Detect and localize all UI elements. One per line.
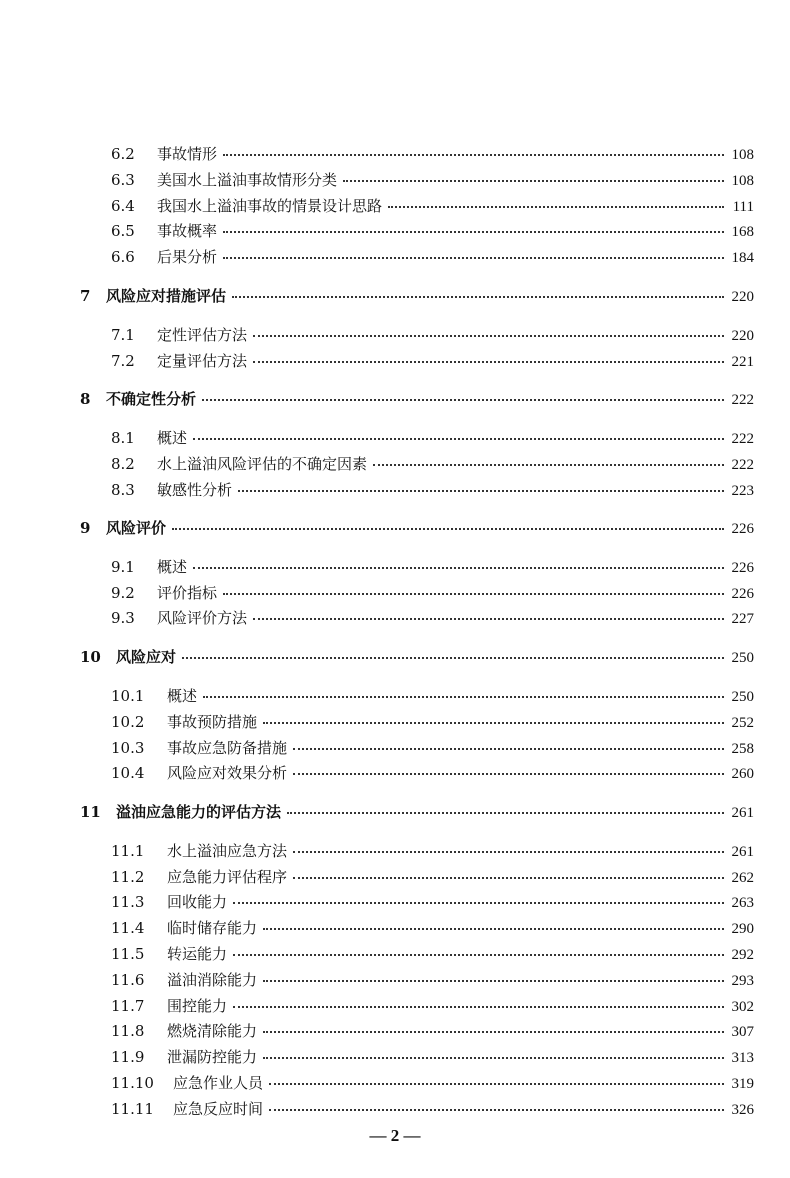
dot-leader: [223, 230, 724, 233]
dot-leader: [202, 398, 724, 401]
section-title: 水上溢油风险评估的不确定因素: [157, 455, 368, 473]
section-number: 8.2: [111, 455, 135, 473]
section-number: 10.1: [111, 687, 145, 705]
dot-leader: [172, 527, 724, 530]
page-number: 226: [731, 560, 754, 576]
section-title: 水上溢油应急方法: [167, 842, 288, 860]
toc-entry-11-8[interactable]: [111, 1019, 754, 1043]
section-title: 我国水上溢油事故的情景设计思路: [157, 197, 383, 215]
toc-entry-10-2[interactable]: [111, 710, 754, 734]
chapter-number: 11: [80, 803, 101, 821]
toc-entry-10-4[interactable]: [111, 761, 754, 785]
section-title: 概述: [157, 558, 188, 576]
section-number: 11.4: [111, 919, 145, 937]
toc-entry-7-2[interactable]: [111, 349, 754, 373]
toc-entry-8-1[interactable]: [111, 426, 754, 450]
toc-entry-6-2[interactable]: [111, 142, 754, 166]
chapter-number: 7: [80, 287, 91, 305]
dot-leader: [223, 256, 724, 259]
section-number: 10.2: [111, 713, 145, 731]
section-title: 溢油消除能力: [167, 971, 258, 989]
section-title: 事故情形: [157, 145, 218, 163]
page-number: 223: [731, 483, 754, 499]
page-number: 226: [731, 586, 754, 602]
section-title: 事故预防措施: [167, 713, 258, 731]
section-number: 9.2: [111, 584, 135, 602]
dot-leader: [253, 334, 724, 337]
dot-leader: [263, 721, 724, 724]
dot-leader: [233, 953, 724, 956]
section-number: 9.1: [111, 558, 135, 576]
section-number: 7.2: [111, 352, 135, 370]
page-number: 222: [731, 457, 754, 473]
page-number: 226: [731, 521, 754, 537]
page-number: 292: [731, 947, 754, 963]
toc-chapter-9[interactable]: [80, 516, 754, 540]
page-number: 168: [731, 224, 754, 240]
section-number: 10.4: [111, 764, 145, 782]
section-number: 6.4: [111, 197, 135, 215]
page-number: 261: [731, 805, 754, 821]
section-number: 11.5: [111, 945, 145, 963]
section-number: 11.10: [111, 1074, 154, 1092]
toc-entry-6-4[interactable]: [111, 194, 754, 218]
page-number: 222: [731, 392, 754, 408]
page-number: 227: [731, 611, 754, 627]
toc-entry-11-9[interactable]: [111, 1045, 754, 1069]
toc-entry-11-11[interactable]: [111, 1097, 754, 1121]
section-number: 11.9: [111, 1048, 145, 1066]
toc-chapter-7[interactable]: [80, 284, 754, 308]
section-title: 事故概率: [157, 222, 218, 240]
toc-entry-9-1[interactable]: [111, 555, 754, 579]
page-number: 252: [731, 715, 754, 731]
dot-leader: [388, 205, 724, 208]
section-number: 7.1: [111, 326, 135, 344]
toc-entry-7-1[interactable]: [111, 323, 754, 347]
section-number: 6.5: [111, 222, 135, 240]
page-number: 250: [731, 650, 754, 666]
page-number: 222: [731, 431, 754, 447]
toc-entry-10-3[interactable]: [111, 736, 754, 760]
section-title: 后果分析: [157, 248, 218, 266]
dot-leader: [287, 811, 724, 814]
page-number: 250: [731, 689, 754, 705]
toc-entry-11-6[interactable]: [111, 968, 754, 992]
dot-leader: [203, 695, 724, 698]
section-title: 定性评估方法: [157, 326, 248, 344]
section-title: 临时储存能力: [167, 919, 258, 937]
dot-leader: [343, 179, 724, 182]
dot-leader: [223, 153, 724, 156]
chapter-title: 风险应对措施评估: [106, 287, 227, 305]
dot-leader: [293, 772, 724, 775]
dot-leader: [253, 617, 724, 620]
dot-leader: [263, 1030, 724, 1033]
page-folio: — 2 —: [369, 1126, 421, 1145]
page-number: 261: [731, 844, 754, 860]
toc-chapter-11[interactable]: [80, 800, 754, 824]
toc-entry-10-1[interactable]: [111, 684, 754, 708]
section-number: 10.3: [111, 739, 145, 757]
page-number: 263: [731, 895, 754, 911]
section-title: 敏感性分析: [157, 481, 233, 499]
toc-entry-11-7[interactable]: [111, 994, 754, 1018]
page-number: 220: [731, 289, 754, 305]
page-number: 290: [731, 921, 754, 937]
toc-entry-11-4[interactable]: [111, 916, 754, 940]
dot-leader: [293, 850, 724, 853]
page-number: 260: [731, 766, 754, 782]
section-number: 11.7: [111, 997, 145, 1015]
section-title: 应急反应时间: [173, 1100, 264, 1118]
toc-entry-11-5[interactable]: [111, 942, 754, 966]
section-number: 8.1: [111, 429, 135, 447]
dot-leader: [232, 295, 724, 298]
page-number: 262: [731, 870, 754, 886]
page-number: 111: [732, 199, 754, 215]
toc-entry-11-10[interactable]: [111, 1071, 754, 1095]
chapter-number: 9: [80, 519, 91, 537]
section-number: 11.8: [111, 1022, 145, 1040]
page-number: 302: [731, 999, 754, 1015]
toc-entry-6-3[interactable]: [111, 168, 754, 192]
section-title: 事故应急防备措施: [167, 739, 288, 757]
page-number: 108: [731, 173, 754, 189]
chapter-number: 10: [80, 648, 101, 666]
page-number: 293: [731, 973, 754, 989]
section-number: 6.2: [111, 145, 135, 163]
section-title: 风险评价方法: [157, 609, 248, 627]
toc-entry-9-3[interactable]: [111, 606, 754, 630]
dot-leader: [193, 566, 724, 569]
dot-leader: [253, 360, 724, 363]
toc-chapter-8[interactable]: [80, 387, 754, 411]
section-title: 概述: [157, 429, 188, 447]
page-number: 184: [731, 250, 754, 266]
dot-leader: [263, 979, 724, 982]
section-title: 定量评估方法: [157, 352, 248, 370]
section-number: 6.6: [111, 248, 135, 266]
dot-leader: [263, 927, 724, 930]
section-title: 风险应对效果分析: [167, 764, 288, 782]
section-title: 泄漏防控能力: [167, 1048, 258, 1066]
dot-leader: [233, 1005, 724, 1008]
dot-leader: [182, 656, 724, 659]
section-number: 9.3: [111, 609, 135, 627]
dot-leader: [193, 437, 724, 440]
dot-leader: [293, 747, 724, 750]
page-number: 319: [731, 1076, 754, 1092]
toc-entry-6-6[interactable]: [111, 245, 754, 269]
chapter-title: 溢油应急能力的评估方法: [116, 803, 282, 821]
page-number: 221: [731, 354, 754, 370]
section-number: 6.3: [111, 171, 135, 189]
dot-leader: [269, 1108, 724, 1111]
toc-entry-8-2[interactable]: [111, 452, 754, 476]
section-title: 围控能力: [167, 997, 228, 1015]
section-number: 11.6: [111, 971, 145, 989]
section-title: 评价指标: [157, 584, 218, 602]
page-number: 326: [731, 1102, 754, 1118]
page-number: 108: [731, 147, 754, 163]
toc-entry-11-2[interactable]: [111, 865, 754, 889]
chapter-title: 不确定性分析: [106, 390, 197, 408]
toc-entry-8-3[interactable]: [111, 478, 754, 502]
page-number: 258: [731, 741, 754, 757]
section-title: 转运能力: [167, 945, 228, 963]
section-title: 燃烧清除能力: [167, 1022, 258, 1040]
toc-chapter-10[interactable]: [80, 645, 754, 669]
section-title: 美国水上溢油事故情形分类: [157, 171, 338, 189]
page-number: 313: [731, 1050, 754, 1066]
chapter-title: 风险应对: [116, 648, 177, 666]
section-number: 11.1: [111, 842, 145, 860]
dot-leader: [223, 592, 724, 595]
toc-entry-6-5[interactable]: [111, 219, 754, 243]
toc-entry-9-2[interactable]: [111, 581, 754, 605]
dot-leader: [238, 489, 724, 492]
section-title: 回收能力: [167, 893, 228, 911]
chapter-number: 8: [80, 390, 91, 408]
dot-leader: [373, 463, 724, 466]
dot-leader: [233, 901, 724, 904]
section-title: 概述: [167, 687, 198, 705]
section-number: 11.3: [111, 893, 145, 911]
dot-leader: [263, 1056, 724, 1059]
section-number: 11.11: [111, 1100, 154, 1118]
dot-leader: [269, 1082, 724, 1085]
dot-leader: [293, 876, 724, 879]
section-number: 8.3: [111, 481, 135, 499]
section-number: 11.2: [111, 868, 145, 886]
toc-entry-11-3[interactable]: [111, 890, 754, 914]
chapter-title: 风险评价: [106, 519, 167, 537]
toc-entry-11-1[interactable]: [111, 839, 754, 863]
section-title: 应急能力评估程序: [167, 868, 288, 886]
page-number: 220: [731, 328, 754, 344]
section-title: 应急作业人员: [173, 1074, 264, 1092]
page-number: 307: [731, 1024, 754, 1040]
